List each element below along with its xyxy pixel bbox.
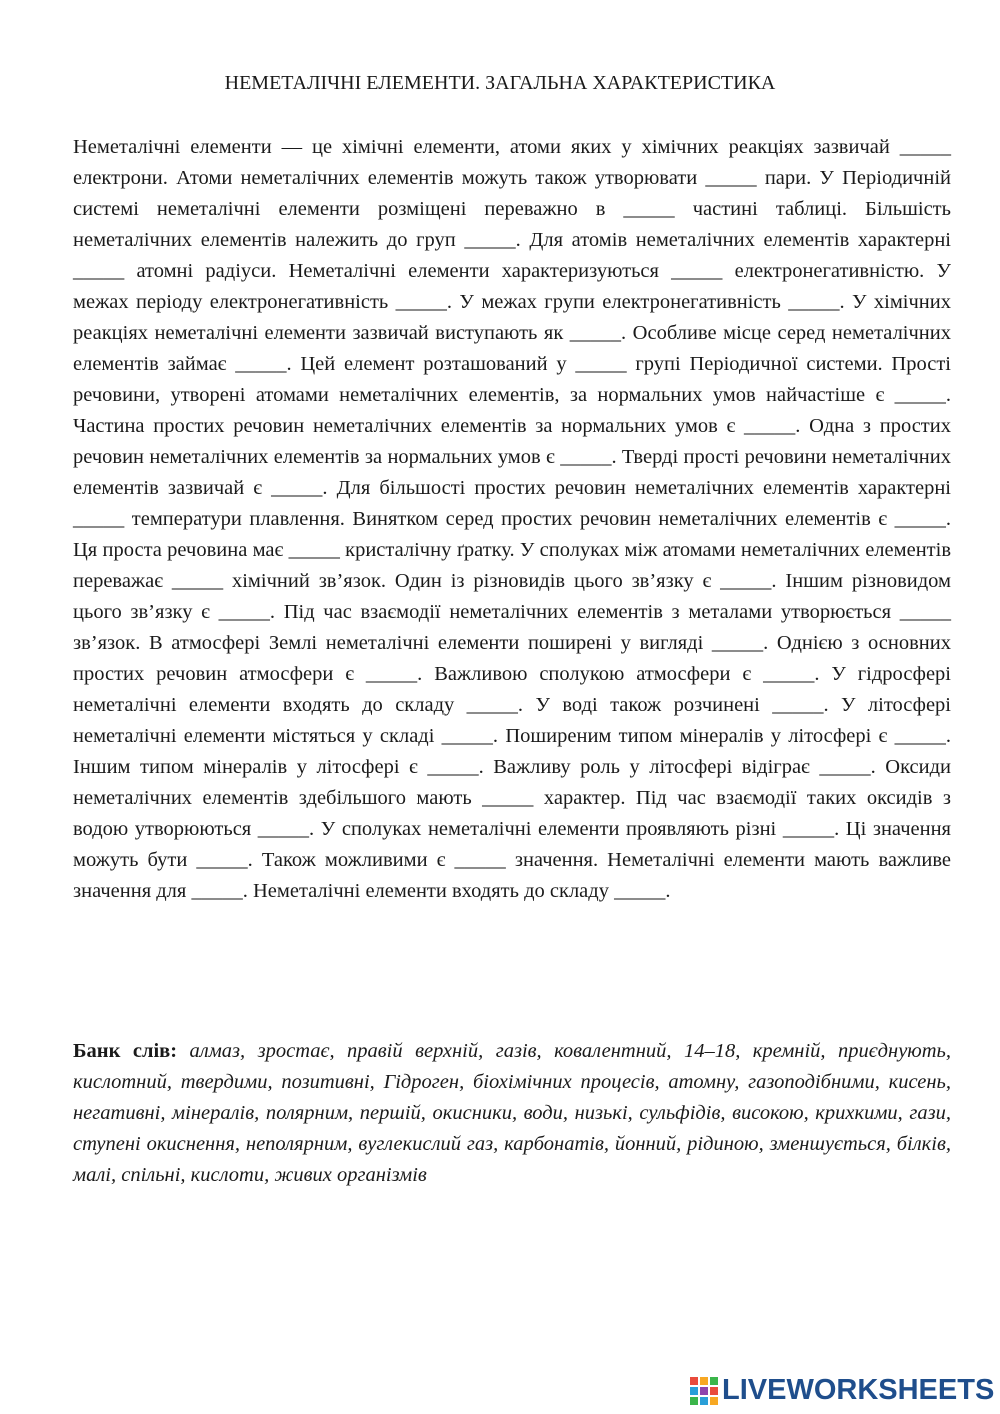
word-bank — [73, 1036, 951, 1191]
page-title: НЕМЕТАЛІЧНІ ЕЛЕМЕНТИ. ЗАГАЛЬНА ХАРАКТЕРИСТИКА — [224, 72, 776, 94]
word-bank-label: Банк слів: — [73, 1040, 178, 1062]
liveworksheets-logo — [690, 1372, 994, 1408]
liveworksheets-logo-icon — [690, 1375, 718, 1405]
fill-in-paragraph: Неметалічні елементи — це хімічні елементи, атоми яких у хімічних реакціях зазвичай _____ електрони. Атоми неметалічних елементів можуть також утворювати _____ пари. У Періодичній системі неметалічні елементи розміщені переважно в _____ частині таблиці. Більшість неметалічних елементів належить до груп _____. Для атомів неметалічних елементів характерні _____ атомні радіуси. Неметалічні елементи характеризуються _____ електронегативністю. У межах періоду електронегативність _____. У межах групи електронегативність _____. У хімічних реакціях неметалічні елементи зазвичай виступають як _____. Особливе місце серед неметалічних елементів займає _____. Цей елемент розташований у _____ групі Періодичної системи. Прості речовини, утворені атомами неметалічних елементів, за нормальних умов найчастіше є _____. Частина простих речовин неметалічних елементів за нормальних умов є _____. Одна з простих речовин неметалічних елементів за нормальних умов є _____. Тверді прості речовини неметалічних елементів зазвичай є _____. Для більшості простих речовин неметалічних елементів характерні _____ температури плавлення. Винятком серед простих речовин неметалічних елементів є _____. Ця проста речовина має _____ кристалічну ґратку. У сполуках між атомами неметалічних елементів переважає _____ хімічний зв’язок. Один із різновидів цього зв’язку є _____. Іншим різновидом цього зв’язку є _____. Під час взаємодії неметалічних елементів з металами утворюється _____ зв’язок. В атмосфері Землі неметалічні елементи поширені у вигляді _____. Однією з основних простих речовин атмосфери є _____. Важливою сполукою атмосфери є _____. У гідросфері неметалічні елементи входять до складу _____. У воді також розчинені _____. У літосфері неметалічні елементи містяться у складі _____. Поширеним типом мінералів у літосфері є _____. Іншим типом мінералів у літосфері є _____. Важливу роль у літосфері відіграє _____. Оксиди неметалічних елементів здебільшого мають _____ характер. Під час взаємодії таких оксидів з водою утворюються _____. У сполуках неметалічні елементи проявляють різні _____. Ці значення можуть бути _____. Також можливими є _____ значення. Неметалічні елементи мають важливе значення для _____. Неметалічні елементи входять до складу _____. — [73, 136, 951, 902]
word-bank-words: алмаз, зростає, правій верхній, газів, ковалентний, 14–18, кремній, приєднують, кислотний, твердими, позитивні, Гідроген, біохімічних процесів, атомну, газоподібними, кисень, негативні, мінералів, полярним, першій, окисники, води, низькі, сульфідів, високою, крихкими, гази, ступені окиснення, неполярним, вуглекислий газ, карбонатів, йонний, рідиною, зменшується, білків, малі, спільні, кислоти, живих організмів — [73, 1040, 952, 1186]
liveworksheets-logo-text: LIVEWORKSHEETS — [722, 1373, 995, 1406]
